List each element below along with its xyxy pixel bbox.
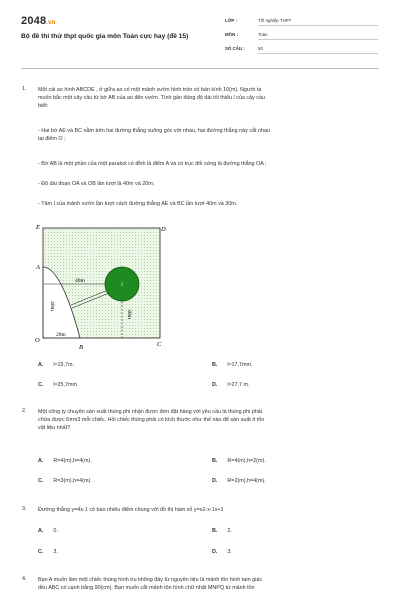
q1-option-d[interactable] <box>212 382 250 388</box>
q2-option-c[interactable] <box>38 478 92 484</box>
option-text: 2. <box>227 528 232 534</box>
option-letter: A. <box>38 458 44 464</box>
label-o: O <box>35 337 40 344</box>
question-1-number: 1. <box>22 86 27 92</box>
option-text: R=3(m),h=4(m). <box>53 478 92 484</box>
q1-option-b[interactable] <box>212 362 253 368</box>
label-40m-vertical: 40m <box>49 301 55 311</box>
option-text: 3. <box>227 549 232 555</box>
option-letter: D. <box>212 382 218 388</box>
label-20m: 20m <box>56 332 66 338</box>
question-4-text <box>38 576 383 592</box>
label-b: B <box>79 344 83 351</box>
label-30m-vertical: 30m <box>126 309 132 319</box>
text-line: Đường thẳng y=4x-1 có bao nhiêu điểm chung với đồ thị hàm số y=x2-x-1x+1 <box>38 507 224 513</box>
q1-option-c[interactable] <box>38 382 79 388</box>
q2-option-b[interactable] <box>212 458 266 464</box>
label-c: C <box>157 341 162 348</box>
option-text: R=4(m),h=2(m). <box>227 458 266 464</box>
pond-diagram <box>35 222 180 352</box>
option-text: 0. <box>53 528 58 534</box>
logo-text: 2048 <box>21 15 47 27</box>
option-text: l≈15,7m. <box>53 362 75 368</box>
q3-option-c[interactable] <box>38 549 58 555</box>
label-a: A <box>36 264 40 271</box>
site-logo[interactable] <box>21 15 56 27</box>
option-letter: C. <box>38 478 44 484</box>
option-letter: C. <box>38 382 44 388</box>
option-text: R=2(m),h=4(m). <box>227 478 266 484</box>
condition-1 <box>38 127 383 143</box>
text-line: muốn bắc một cây cầu từ bờ AB của ao đến vườn. Tính gần đúng độ dài tối thiểu l của cây cầu <box>38 95 265 102</box>
label-d: D <box>161 226 166 233</box>
question-4-number: 4. <box>22 576 27 582</box>
question-3-number: 3. <box>22 506 27 512</box>
exam-title: Bộ đề thi thử thpt quốc gia môn Toán cực hay (đề 15) <box>21 33 189 40</box>
label-e: E <box>36 224 40 231</box>
text-line: Một công ty chuyên sản xuất thùng phi nhận được đơn đặt hàng với yêu cầu là thùng phi phải <box>38 409 262 415</box>
q2-option-d[interactable] <box>212 478 266 484</box>
option-letter: A. <box>38 362 44 368</box>
text-line: biết: <box>38 103 49 110</box>
meta-value: 50 <box>258 46 378 54</box>
meta-value: Toán <box>258 32 378 40</box>
q2-option-a[interactable] <box>38 458 92 464</box>
label-40m-horizontal: 40m <box>75 278 85 284</box>
option-text: R=4(m),h=4(m). <box>53 458 92 464</box>
option-letter: C. <box>38 549 44 555</box>
option-text: 3. <box>53 549 58 555</box>
header-divider <box>21 68 379 69</box>
logo-suffix: .vn <box>46 20 56 26</box>
option-text: l≈17,7mm. <box>227 362 253 368</box>
option-letter: B. <box>212 362 218 368</box>
meta-key: LỚP : <box>225 18 237 23</box>
option-letter: B. <box>212 528 218 534</box>
text-line: - Bờ AB là một phần của một parabol có đỉnh là điểm A và có trục đối xứng là đường thẳng OA ; <box>38 161 267 167</box>
option-letter: B. <box>212 458 218 464</box>
option-text: l≈25,7mm. <box>53 382 79 388</box>
text-line: Một cái ao hình ABCDE , ở giữa ao có một mảnh vườn hình tròn có bán kính 10(m). Người ta <box>38 87 262 93</box>
page-header <box>0 0 400 70</box>
text-line: tại điểm O ; <box>38 136 66 143</box>
text-line: - Tâm I của mảnh vườn lần lượt cách đường thẳng AE và BC lần lượt 40m và 30m. <box>38 201 238 207</box>
meta-value: Tốt nghiệp THPT <box>258 18 378 26</box>
q1-option-a[interactable] <box>38 362 74 368</box>
option-letter: D. <box>212 478 218 484</box>
pond-figure <box>35 222 180 352</box>
text-line: Bạn A muốn làm một chiếc thùng hình trụ không đáy từ nguyên liệu là mảnh tôn hình tam giác <box>38 577 263 583</box>
q3-option-b[interactable] <box>212 528 232 534</box>
option-letter: A. <box>38 528 44 534</box>
option-text: l≈27,7 m. <box>227 382 250 388</box>
meta-key: MÔN : <box>225 32 238 37</box>
meta-key: SỐ CÂU : <box>225 46 245 51</box>
question-2-number: 2. <box>22 408 27 414</box>
q3-option-d[interactable] <box>212 549 232 555</box>
q3-option-a[interactable] <box>38 528 58 534</box>
condition-4 <box>38 200 383 208</box>
condition-2 <box>38 160 383 168</box>
text-line: chứa được 6πm3 mỗi chiếc. Hỏi chiếc thùng phải có kích thước như thế nào để sản suất ít tốn <box>38 417 265 424</box>
question-1-text <box>38 86 383 111</box>
option-letter: D. <box>212 549 218 555</box>
text-line: đều ABC có cạnh bằng 90(cm). Bạn muốn cắt mảnh tôn hình chữ nhật MNPQ từ mảnh tôn <box>38 585 255 592</box>
label-i: I <box>121 283 123 288</box>
question-2-text <box>38 408 383 433</box>
condition-3 <box>38 180 383 188</box>
text-line: vật liệu nhất? <box>38 425 71 432</box>
text-line: - Hai bờ AE và BC nằm trên hai đường thẳng vuông góc với nhau, hai đường thẳng này cắt nhau <box>38 128 271 134</box>
text-line: - Độ dài đoạn OA và OB lần lượt là 40m và 20m; <box>38 181 155 187</box>
question-3-text <box>38 506 383 514</box>
